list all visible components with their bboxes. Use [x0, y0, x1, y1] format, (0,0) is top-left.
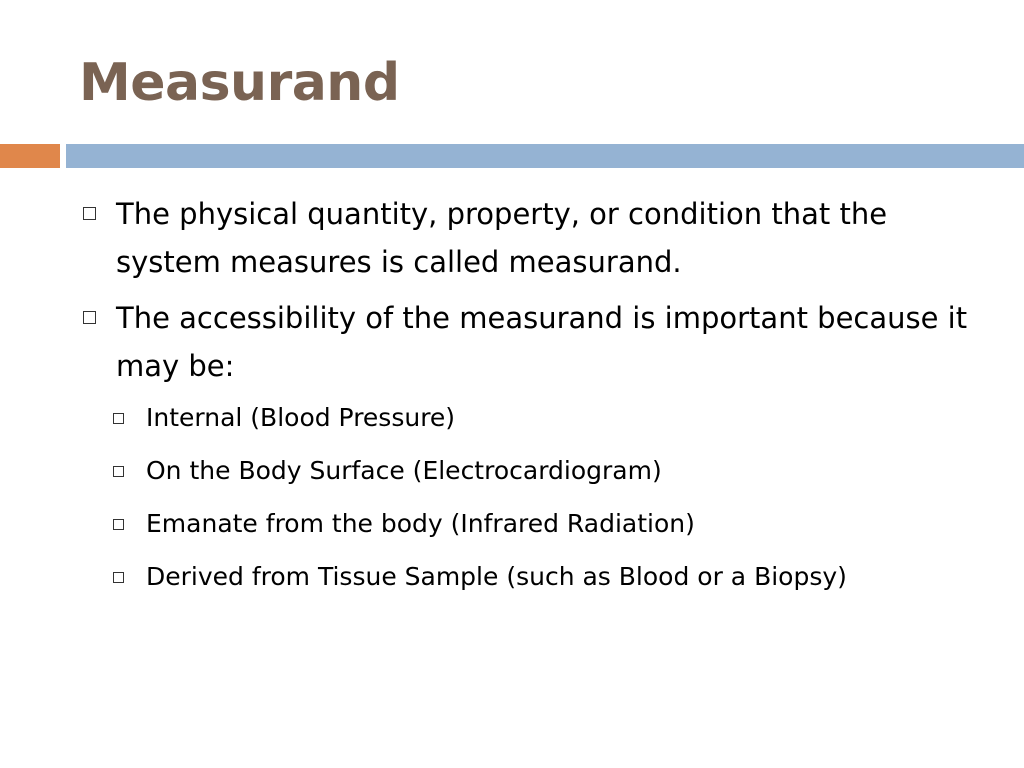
slide-title: Measurand: [79, 53, 400, 113]
sub-bullet-item: [108, 504, 978, 544]
sub-bullet-item: [108, 451, 978, 491]
bullet-text: The accessibility of the measurand is important because it may be:: [116, 301, 968, 383]
sub-bullet-item: [108, 398, 978, 438]
sub-bullet-text: Emanate from the body (Infrared Radiation): [146, 509, 695, 538]
hollow-square-icon: [83, 311, 96, 324]
bullet-item: [78, 190, 978, 286]
hollow-square-icon: [113, 413, 124, 424]
bullet-item: [78, 294, 978, 390]
title-rule-bar: [66, 144, 1024, 168]
title-accent-bar: [0, 144, 60, 168]
hollow-square-icon: [83, 207, 96, 220]
sub-bullet-text: Internal (Blood Pressure): [146, 403, 456, 432]
sub-bullet-text: On the Body Surface (Electrocardiogram): [146, 456, 662, 485]
hollow-square-icon: [113, 466, 124, 477]
sub-bullet-item: [108, 557, 978, 597]
hollow-square-icon: [113, 519, 124, 530]
sub-bullet-text: Derived from Tissue Sample (such as Blood or a Biopsy): [146, 562, 847, 591]
hollow-square-icon: [113, 572, 124, 583]
slide-body: [78, 190, 978, 610]
bullet-text: The physical quantity, property, or condition that the system measures is called measurand.: [116, 197, 888, 279]
